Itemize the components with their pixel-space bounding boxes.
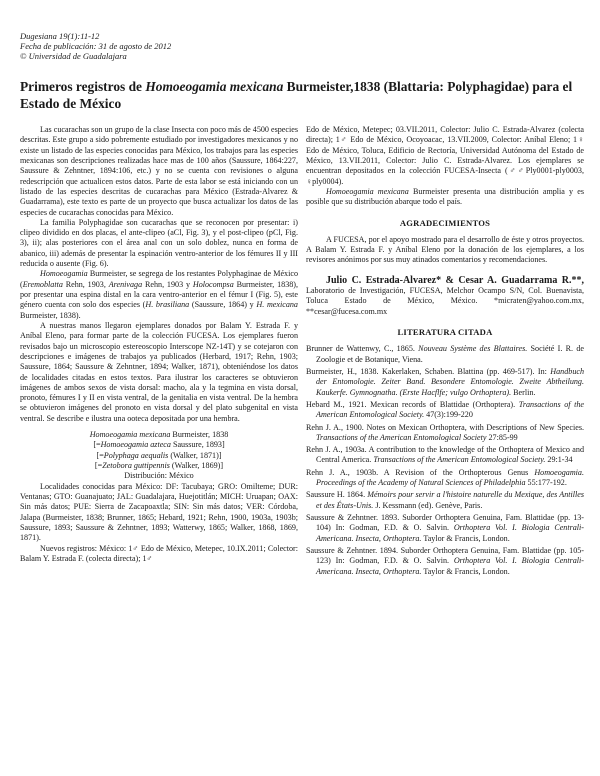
synonym-line: [=Polyphaga aequalis (Walker, 1871)] — [96, 450, 222, 460]
copyright: © Universidad de Guadalajara — [20, 51, 127, 61]
reference-item: Saussure H. 1864. Mémoirs pour servir a l'histoire naturelle du Mexique, des Antilles et des États-Unis. J. Kessmann (ed). Genève, Paris. — [306, 490, 584, 510]
acknowledgements-paragraph: A FUCESA, por el apoyo mostrado para el desarrollo de éste y otros proyectos. A Balam Y. Estrada F. y Aníbal Eleno por la donación de los ejemplares, a los revisores anónimos por sus muy atinados comentarios y recomendaciones. — [306, 234, 584, 265]
reference-item: Hebard M., 1921. Mexican records of Blattidae (Orthoptera). Transactions of the American Entomological Society. 47(3):199-220 — [306, 399, 585, 420]
methods-paragraph: A nuestras manos llegaron ejemplares donados por Balam Y. Estrada F. y Aníbal Eleno, para formar parte de la colección FUCESA. Los ejemplares fueron revisados bajo un microscopio estereoscopio Interscope NZ-14T) y se cotejaron con descripciones e imágenes de trabajos ya publicados (Herbard, 1917; Rehn, 1903; Saussure, 1864; Saussure & Zehntner, 1894; Walker, 1871), obteniéndose los datos de localidades citadas en estos textos. Para ilustrar los caracteres se obtuvieron imágenes de ambos sexos de vista dorsal: macho, ala y la tegmina en vista dorsal, pronoto, fémures I y II en vista ventral, de la genitalia en vista ventral. De la hembra se obtuvieron imágenes del pronoto en vista dorsal y del plato subgenital en vista ventral. Se describe e ilustra una ooteca depositada por una hembra. — [20, 320, 298, 423]
records-continuation: Edo de México, Metepec; 03.VII.2011, Colector: Julio C. Estrada-Alvarez (colecta directa); 1♂ Edo de México, Ocoyoacac, 13.VII.2009, Colector: Aníbal Eleno; 1♀ Edo de México, Toluca, Edificio de Rectoría, Universidad Autónoma del Estado de México, 13.VII.2011, Colector: Julio C. Estrada-Alvarez. Los ejemplares se encuentran depositados en la colección FUCESA-Insecta (♂♂Ply0001-ply0003, ♀ply0004). — [306, 125, 584, 186]
journal-header — [20, 31, 171, 61]
reference-item: Rehn J. A., 1903a. A contribution to the knowledge of the Orthoptera of Mexico and Central America. Transactions of the American Entomological Society. 29:1-34 — [306, 445, 584, 465]
localities-paragraph: Localidades conocidas para México: DF: Tacubaya; GRO: Omilteme; DUR: Ventanas; GTO: Guanajuato; JAL: Guadalajara, Huejotitlán; MICH: Uruapan; OAX: Sin más datos; PUE: Sierra de Zacapoaxtla; SIN: Sin más datos; VER: Córdoba, Jalapa (Burmeister, 1838; Brunner, 1865; Hebard, 1921; Rehn, 1900, 1903a, 1903b; Saussure, 1893; Saussure & Zehntner, 1893; Watterwy, 1865; Walker, 1868, 1869, 1871). — [20, 481, 298, 543]
journal-citation: Dugesiana 19(1):11-12 — [20, 31, 100, 41]
reference-item: Burmeister, H., 1838. Kakerlaken, Schaben. Blattina (pp. 469-517). In: Handbuch der Entomologie. Zeiter Band. Besondere Entomologie. Zweite Abtheilung. Kaukerfe. Gymnognatha. (Erste Hacflfe; vulgo Orthoptera). Berlin. — [306, 366, 584, 397]
reference-item: Saussure & Zehntner. 1894. Suborder Orthoptera Genuina, Fam. Blattidae (pp. 105-123) In: Godman, F.D. & O. Salvin. Orthoptera Vol. I. Biologia Centrali-Americana. Insecta, Orthoptera. Taylor & Francis, London. — [306, 545, 584, 576]
authors-block — [306, 276, 584, 317]
distribution-line: Distribución: México — [124, 471, 194, 481]
synonym-line: [=Zetobora guttipennis (Walker, 1869)] — [94, 461, 224, 470]
reference-item: Rehn J. A., 1903b. A Revision of the Orthopterous Genus Homoeogamia. Proceedings of the Academy of Natural Sciences of Philadelphia 55:177-192. — [306, 467, 584, 488]
author-affiliation: Laboratorio de Investigación, FUCESA, Melchor Ocampo S/N, Col. Buenavista, Toluca Estado de México, México. *micraten@yahoo.com.mx, **cesar@fucesa.com.mx — [306, 286, 584, 316]
title-species: Homoeogamia mexicana — [145, 79, 284, 94]
reference-item: Brunner de Wattenwy, C., 1865. Nouveau Système des Blattaires. Société I. R. de Zoologie et de Botanique, Viena. — [306, 344, 584, 364]
intro-paragraph: Las cucarachas son un grupo de la clase Insecta con poco más de 4500 especies descritas. Este grupo a sido pobremente estudiado por investigadores mexicanos y no existe un listado de las especies conocidas para México, los trabajos para las especies mexicanas son descripciones realizadas hace mas de 100 años (Saussure, 1864:227, Saussure & Zehntner, 1894:106, etc.) y no se cuenta con revisiones o alguna redescripción que actualicen estos datos. Parte de esta labor se está iniciando con un listado de las especies descritas de cucarachas para México (Estrada-Alvarez & Guadarrama), este texto es parte de un proyecto que busca actualizar los datos de las especies de cucarachas conocidas para México. — [20, 125, 298, 217]
distribution-paragraph: Homoeogamia mexicana Burmeister presenta una distribución amplia y es posible que su distribución abarque todo el país. — [306, 186, 584, 207]
literature-heading: LITERATURA CITADA — [397, 327, 493, 337]
acknowledgements-heading: AGRADECIMIENTOS — [399, 217, 491, 228]
new-records-paragraph: Nuevos registros: México: 1♂ Edo de México, Metepec, 10.IX.2011; Colector: Balam Y. Estrada F. (colecta directa); 1♂ — [20, 543, 298, 563]
family-paragraph: La familia Polyphagidae son cucarachas que se reconocen por presentar: i) clipeo dividido en dos placas, el ante-clipeo (aCl, Fig. 3), y el post-clipeo (pCl, Fig. 3), ii); alas posteriores con el área anal con un solo doblez, nunca en forma de abanico, iii) además de presentar la espinación ventro-anterior de los fémures II y III reducida o ausente (Fig. 6). — [20, 217, 298, 269]
genus-paragraph: Homoeogamia Burmeister, se segrega de los restantes Polyphaginae de México (Eremoblatta Rehn, 1903, Arenivaga Rehn, 1903 y Holocompsa Burmeister, 1838), por presentar una espina distal en la cara ventro-anterior en el fémur I (Fig. 5), este género cuenta con solo dos especies (H. brasiliana (Saussure, 1864) y H. mexicana Burmeister, 1838). — [20, 269, 299, 320]
left-column — [20, 125, 298, 564]
synonymy-block — [20, 430, 298, 482]
reference-item: Rehn J. A., 1900. Notes on Mexican Orthoptera, with Descriptions of New Species. Transactions of the American Entomological Society 27:85-99 — [306, 422, 584, 442]
reference-item: Saussure & Zehntner. 1893. Suborder Orthoptera Genuina, Fam. Blattidae (pp. 13-104) In: Godman, F.D. & O. Salvin. Orthoptera Vol. I. Biologia Centrali-Americana. Insecta, Orthoptera. Taylor & Francis, London. — [306, 513, 584, 543]
synonym-line: Homoeogamia mexicana Burmeister, 1838 — [89, 430, 229, 440]
article-title: Primeros registros de Homoeogamia mexicana Burmeister,1838 (Blattaria: Polyphagidae) para el Estado de México — [20, 79, 573, 111]
synonym-line: [=Homoeogamia azteca Saussure, 1893] — [93, 440, 225, 450]
right-column — [306, 125, 584, 577]
publication-date: Fecha de publicación: 31 de agosto de 2012 — [20, 41, 172, 51]
author-names: Julio C. Estrada-Alvarez* & Cesar A. Guadarrama R.**, — [326, 274, 584, 286]
